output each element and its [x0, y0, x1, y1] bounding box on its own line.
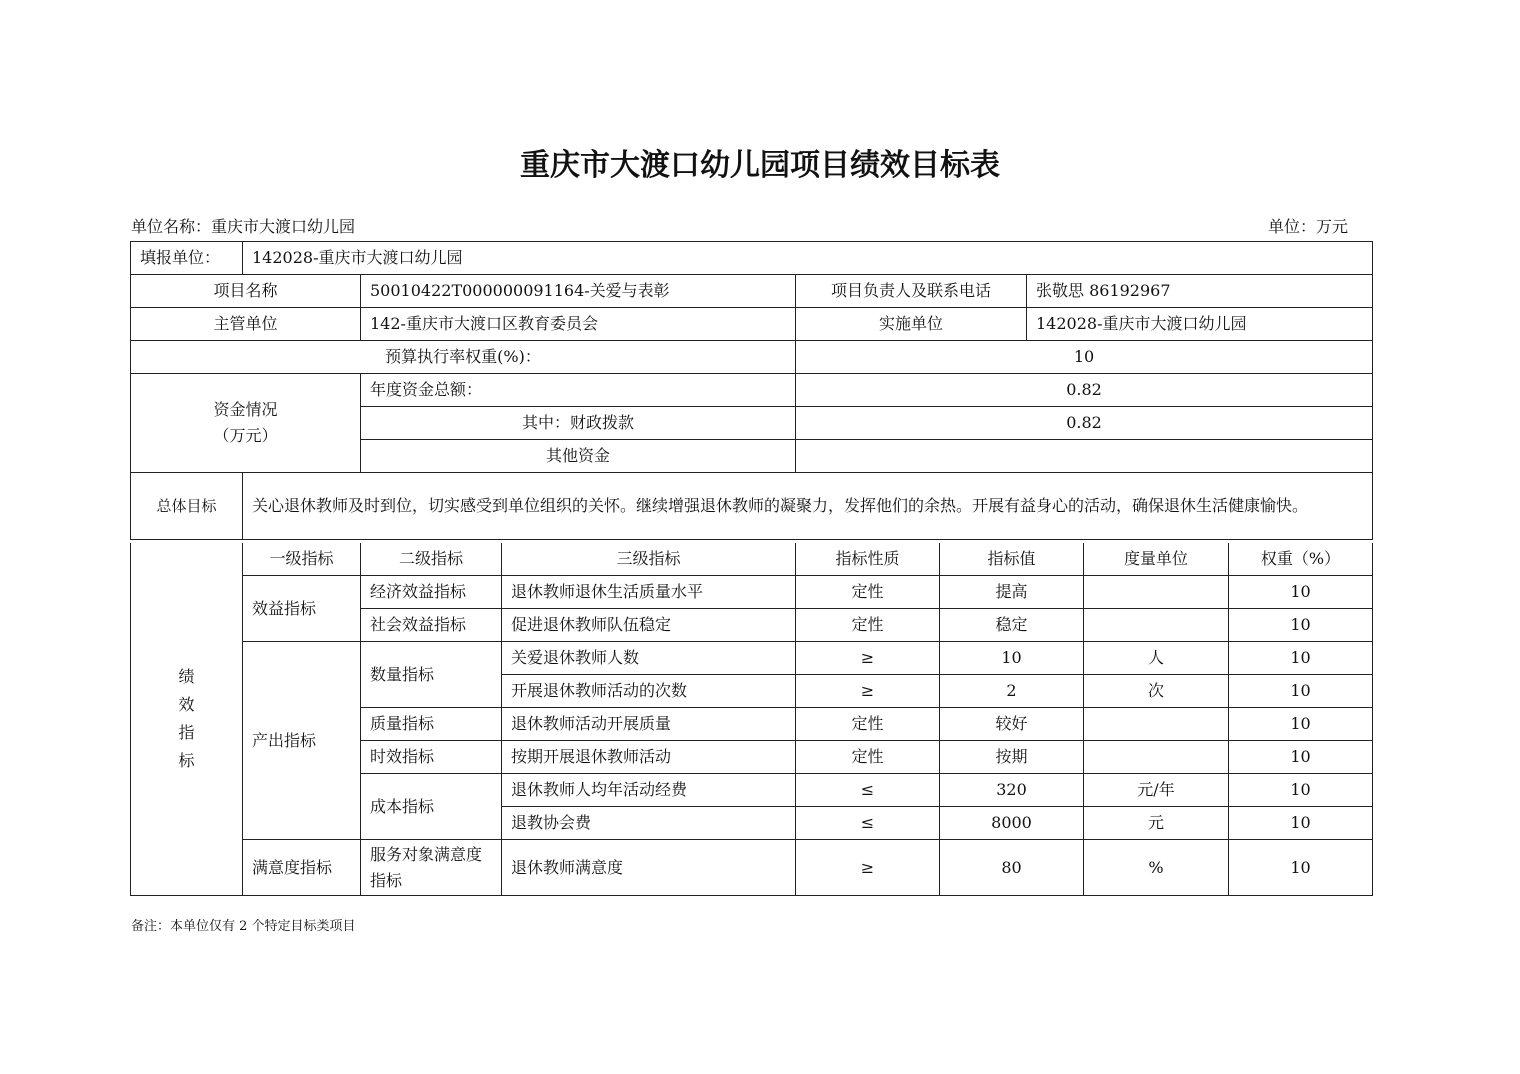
weight-cell: 10 [1229, 642, 1373, 675]
table-row [131, 341, 1373, 374]
l1-cell: 效益指标 [243, 576, 361, 642]
l3-cell: 关爱退休教师人数 [502, 642, 796, 675]
column-header: 指标值 [940, 543, 1084, 576]
budget-label: 预算执行率权重(%)： [131, 341, 796, 374]
table-row [131, 576, 1373, 609]
perf-label-char: 绩 [178, 667, 195, 686]
weight-cell: 10 [1229, 807, 1373, 840]
goal-value: 关心退休教师及时到位，切实感受到单位组织的关怀。继续增强退休教师的凝聚力，发挥他们的余热。开展有益身心的活动，确保退休生活健康愉快。 [243, 473, 1373, 540]
nature-cell: ≤ [796, 807, 940, 840]
annual-label: 年度资金总额： [361, 374, 796, 407]
footnote: 备注：本单位仅有 2 个特定目标类项目 [131, 919, 356, 934]
nature-cell: 定性 [796, 741, 940, 774]
nature-cell: ≥ [796, 642, 940, 675]
column-header: 度量单位 [1084, 543, 1229, 576]
value-cell: 稳定 [940, 609, 1084, 642]
fund-unit: （万元） [213, 426, 278, 445]
unit-name: 单位名称：重庆市大渡口幼儿园 [131, 217, 356, 236]
contact-value: 张敬思 86192967 [1027, 275, 1373, 308]
currency-unit: 单位：万元 [1268, 217, 1349, 236]
weight-cell: 10 [1229, 741, 1373, 774]
l3-cell: 促进退休教师队伍稳定 [502, 609, 796, 642]
table-row [131, 242, 1373, 275]
value-cell: 320 [940, 774, 1084, 807]
nature-cell: ≤ [796, 774, 940, 807]
unit-cell: 人 [1084, 642, 1229, 675]
project-label: 项目名称 [131, 275, 361, 308]
value-cell: 按期 [940, 741, 1084, 774]
value-cell: 80 [940, 840, 1084, 896]
perf-label-char: 指 [178, 723, 195, 742]
fiscal-value: 0.82 [796, 407, 1373, 440]
column-header: 指标性质 [796, 543, 940, 576]
nature-cell: 定性 [796, 576, 940, 609]
l3-cell: 退休教师活动开展质量 [502, 708, 796, 741]
nature-cell: ≥ [796, 840, 940, 896]
dept-label: 主管单位 [131, 308, 361, 341]
fiscal-label: 其中：财政拨款 [361, 407, 796, 440]
header-row [131, 543, 1373, 576]
l2-cell: 服务对象满意度指标 [361, 840, 502, 896]
perf-label-char: 效 [178, 695, 195, 714]
value-cell: 提高 [940, 576, 1084, 609]
page-title: 重庆市大渡口幼儿园项目绩效目标表 [520, 148, 1000, 183]
goal-label: 总体目标 [131, 473, 243, 540]
value-cell: 8000 [940, 807, 1084, 840]
l2-cell: 成本指标 [361, 774, 502, 840]
weight-cell: 10 [1229, 609, 1373, 642]
column-header: 权重（%） [1229, 543, 1373, 576]
l2-cell: 质量指标 [361, 708, 502, 741]
fund-label [131, 374, 361, 473]
unit-cell [1084, 741, 1229, 774]
l3-cell: 退教协会费 [502, 807, 796, 840]
l2-cell: 社会效益指标 [361, 609, 502, 642]
l3-cell: 退休教师退休生活质量水平 [502, 576, 796, 609]
nature-cell: 定性 [796, 609, 940, 642]
project-value: 50010422T000000091164-关爱与表彰 [361, 275, 796, 308]
l2-cell: 时效指标 [361, 741, 502, 774]
info-table [130, 241, 1373, 540]
column-header: 二级指标 [361, 543, 502, 576]
other-value [796, 440, 1373, 473]
table-row [131, 275, 1373, 308]
weight-cell: 10 [1229, 840, 1373, 896]
other-label: 其他资金 [361, 440, 796, 473]
fill-value: 142028-重庆市大渡口幼儿园 [243, 242, 1373, 275]
unit-cell: 次 [1084, 675, 1229, 708]
table-row [131, 374, 1373, 407]
perf-label [131, 543, 243, 896]
table-row [131, 308, 1373, 341]
unit-cell: % [1084, 840, 1229, 896]
value-cell: 10 [940, 642, 1084, 675]
l3-cell: 开展退休教师活动的次数 [502, 675, 796, 708]
impl-value: 142028-重庆市大渡口幼儿园 [1027, 308, 1373, 341]
dept-value: 142-重庆市大渡口区教育委员会 [361, 308, 796, 341]
nature-cell: 定性 [796, 708, 940, 741]
annual-value: 0.82 [796, 374, 1373, 407]
fill-label: 填报单位： [131, 242, 243, 275]
budget-value: 10 [796, 341, 1373, 374]
nature-cell: ≥ [796, 675, 940, 708]
l1-cell: 产出指标 [243, 642, 361, 840]
perf-label-char: 标 [178, 751, 195, 770]
weight-cell: 10 [1229, 576, 1373, 609]
l3-cell: 按期开展退休教师活动 [502, 741, 796, 774]
weight-cell: 10 [1229, 774, 1373, 807]
column-header: 三级指标 [502, 543, 796, 576]
l3-cell: 退休教师满意度 [502, 840, 796, 896]
value-cell: 较好 [940, 708, 1084, 741]
l2-cell: 数量指标 [361, 642, 502, 708]
unit-cell: 元 [1084, 807, 1229, 840]
value-cell: 2 [940, 675, 1084, 708]
impl-label: 实施单位 [796, 308, 1027, 341]
unit-cell [1084, 609, 1229, 642]
weight-cell: 10 [1229, 708, 1373, 741]
unit-cell [1084, 708, 1229, 741]
table-row [131, 840, 1373, 896]
performance-table [130, 543, 1373, 896]
table-row [131, 473, 1373, 540]
l3-cell: 退休教师人均年活动经费 [502, 774, 796, 807]
l2-cell: 经济效益指标 [361, 576, 502, 609]
weight-cell: 10 [1229, 675, 1373, 708]
contact-label: 项目负责人及联系电话 [796, 275, 1027, 308]
l1-cell: 满意度指标 [243, 840, 361, 896]
unit-cell [1084, 576, 1229, 609]
fund-label-text: 资金情况 [213, 400, 278, 419]
column-header: 一级指标 [243, 543, 361, 576]
unit-cell: 元/年 [1084, 774, 1229, 807]
table-row [131, 642, 1373, 675]
